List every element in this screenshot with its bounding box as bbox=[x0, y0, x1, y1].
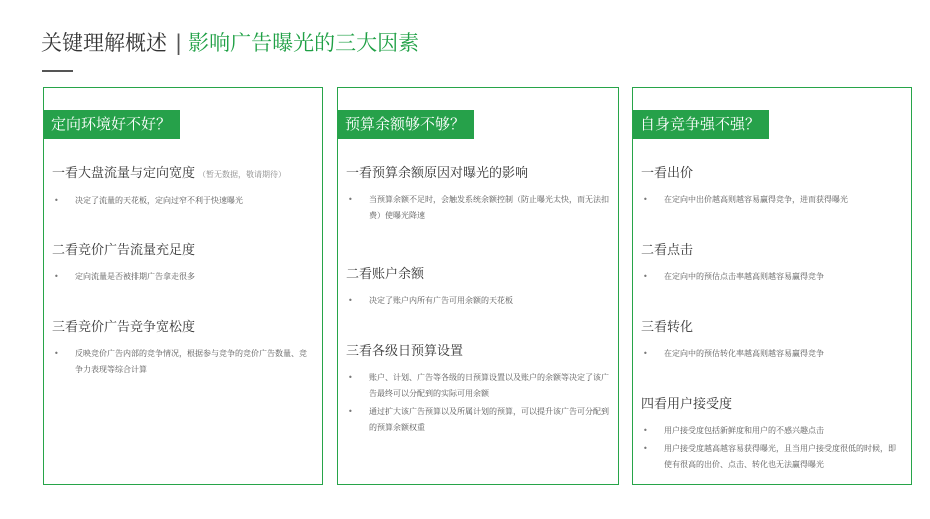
section bbox=[346, 343, 610, 438]
section bbox=[52, 319, 314, 380]
bullet-item: • 反映竞价广告内部的竞争情况，根据参与竞争的竞价广告数量、竞争力表现等综合计算 bbox=[52, 346, 314, 378]
section bbox=[346, 165, 610, 226]
bullet-item: • 通过扩大该广告预算以及所属计划的预算，可以提升该广告可分配到的预算余额权重 bbox=[346, 404, 610, 436]
section bbox=[641, 396, 903, 475]
bullet-list bbox=[52, 193, 314, 209]
section-title: 二看竞价广告流量充足度 bbox=[52, 243, 196, 258]
section-title: 三看竞价广告竞争宽松度 bbox=[52, 320, 196, 335]
page-subtitle: 影响广告曝光的三大因素 bbox=[188, 31, 420, 55]
section-title: 四看用户接受度 bbox=[641, 397, 733, 412]
section bbox=[641, 242, 903, 287]
panel-heading: 定向环境好不好？ bbox=[44, 110, 180, 139]
section-title: 三看各级日预算设置 bbox=[346, 344, 464, 359]
bullet-list bbox=[641, 346, 903, 362]
bullet-list bbox=[346, 370, 610, 436]
section-title: 一看出价 bbox=[641, 166, 694, 181]
panel-budget bbox=[337, 87, 619, 485]
title-underline bbox=[42, 70, 73, 72]
bullet-item: • 在定向中的预估点击率越高则越容易赢得竞争 bbox=[641, 269, 903, 285]
bullet-item: • 决定了流量的天花板，定向过窄不利于快速曝光 bbox=[52, 193, 314, 209]
bullet-list bbox=[52, 269, 314, 285]
bullet-item: • 在定向中的预估转化率越高则越容易赢得竞争 bbox=[641, 346, 903, 362]
panel-heading: 自身竞争强不强？ bbox=[633, 110, 769, 139]
section-title: 三看转化 bbox=[641, 320, 694, 335]
bullet-item: • 在定向中出价越高则越容易赢得竞争，进而获得曝光 bbox=[641, 192, 903, 208]
bullet-item: • 用户接受度越高越容易获得曝光，且当用户接受度很低的时候，即使有很高的出价、点击、转化也无法赢得曝光 bbox=[641, 441, 903, 473]
bullet-item: • 账户、计划、广告等各级的日预算设置以及账户的余额等决定了该广告最终可以分配到的实际可用余额 bbox=[346, 370, 610, 402]
bullet-list bbox=[52, 346, 314, 378]
bullet-list bbox=[641, 192, 903, 208]
bullet-list bbox=[346, 293, 610, 309]
title-separator: | bbox=[175, 31, 183, 55]
page-title-main: 关键理解概述 bbox=[41, 31, 167, 55]
section-title bbox=[52, 165, 314, 184]
section bbox=[346, 266, 610, 311]
bullet-item: • 决定了账户内所有广告可用余额的天花板 bbox=[346, 293, 610, 309]
bullet-item: • 用户接受度包括新鲜度和用户的不感兴趣点击 bbox=[641, 423, 903, 439]
section-title: 二看账户余额 bbox=[346, 267, 425, 282]
bullet-item: • 定向流量是否被排期广告拿走很多 bbox=[52, 269, 314, 285]
section-title: 一看预算余额原因对曝光的影响 bbox=[346, 166, 529, 181]
bullet-item: • 当预算余额不足时，会触发系统余额控制（防止曝光太快，而无法扣费）使曝光降速 bbox=[346, 192, 610, 224]
section bbox=[641, 165, 903, 210]
bullet-list bbox=[346, 192, 610, 224]
panel-competition bbox=[632, 87, 912, 485]
section-title: 二看点击 bbox=[641, 243, 694, 258]
panel-heading: 预算余额够不够？ bbox=[338, 110, 474, 139]
section bbox=[52, 165, 314, 211]
bullet-list bbox=[641, 269, 903, 285]
section-note: （暂无数据，敬请期待） bbox=[198, 170, 287, 179]
bullet-list bbox=[641, 423, 903, 473]
section-title-text: 一看大盘流量与定向宽度 bbox=[52, 166, 196, 181]
page-title bbox=[41, 30, 419, 56]
panel-targeting bbox=[43, 87, 323, 485]
section bbox=[641, 319, 903, 364]
section bbox=[52, 242, 314, 287]
